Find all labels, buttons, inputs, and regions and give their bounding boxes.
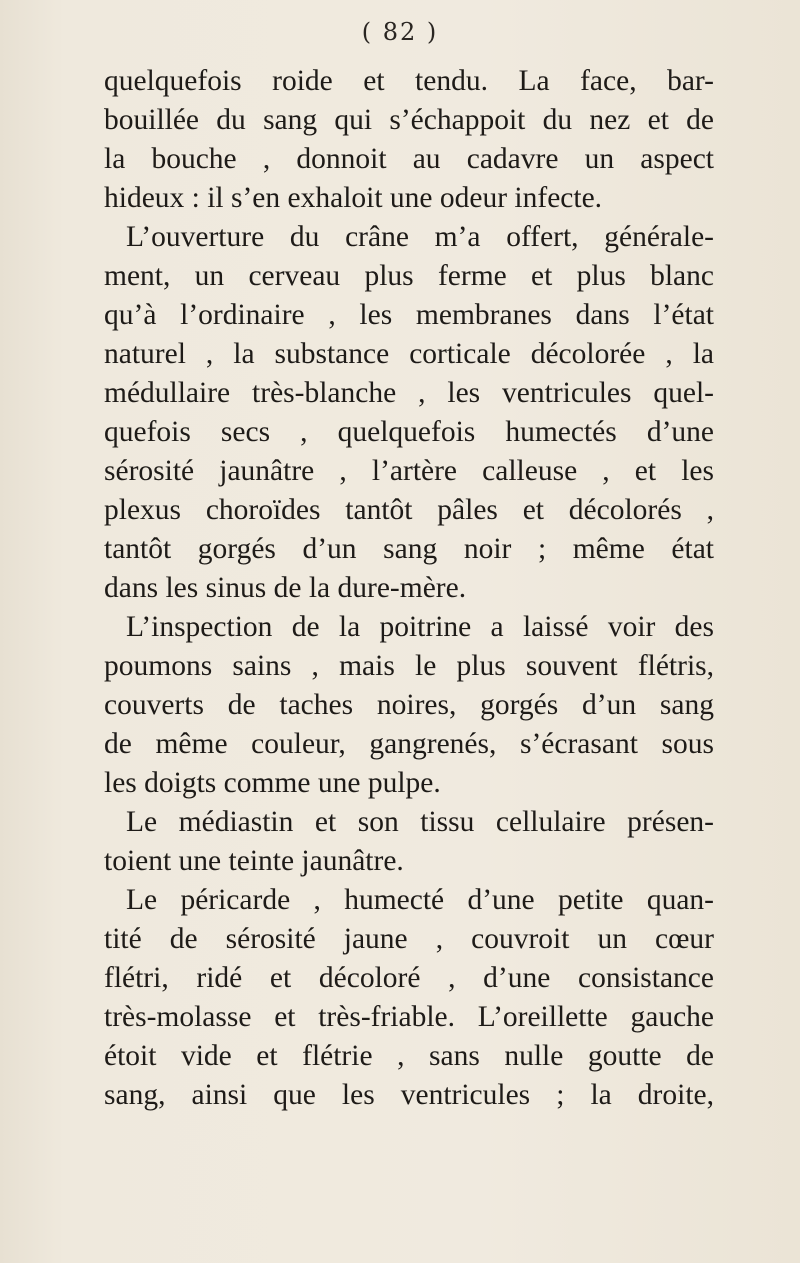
text-line: flétri, ridé et décoloré , d’une consistance [104, 962, 714, 994]
text-line: très-molasse et très-friable. L’oreillette gauche [104, 1001, 714, 1033]
text-line: qu’à l’ordinaire , les membranes dans l’état [104, 299, 714, 331]
text-line: toient une teinte jaunâtre. [104, 845, 404, 877]
text-line: quelquefois roide et tendu. La face, bar- [104, 65, 714, 97]
text-line: dans les sinus de la dure-mère. [104, 572, 467, 604]
text-line: sérosité jaunâtre , l’artère calleuse , et les [104, 455, 714, 487]
text-line: bouillée du sang qui s’échappoit du nez et de [104, 104, 714, 136]
page-number: ( 82 ) [361, 18, 439, 46]
text-line: la bouche , donnoit au cadavre un aspect [104, 143, 714, 175]
text-line: plexus choroïdes tantôt pâles et décolorés , [104, 494, 714, 526]
text-line: L’ouverture du crâne m’a offert, générale- [126, 221, 714, 253]
text-line: étoit vide et flétrie , sans nulle goutte de [104, 1040, 714, 1072]
text-line: hideux : il s’en exhaloit une odeur infecte. [104, 182, 603, 214]
text-line: quefois secs , quelquefois humectés d’une [104, 416, 714, 448]
text-line: L’inspection de la poitrine a laissé voir des [126, 611, 714, 643]
text-line: naturel , la substance corticale décolorée , la [104, 338, 714, 370]
text-line: ment, un cerveau plus ferme et plus blanc [104, 260, 714, 292]
text-line: couverts de taches noires, gorgés d’un sang [104, 689, 714, 721]
text-line: Le péricarde , humecté d’une petite quan- [126, 884, 714, 916]
text-line: médullaire très-blanche , les ventricules quel- [104, 377, 714, 409]
text-line: tantôt gorgés d’un sang noir ; même état [104, 533, 714, 565]
text-line: les doigts comme une pulpe. [104, 767, 441, 799]
text-line: Le médiastin et son tissu cellulaire présen- [126, 806, 714, 838]
body-text [104, 62, 714, 1115]
text-line: poumons sains , mais le plus souvent flétris, [104, 650, 714, 682]
text-line: de même couleur, gangrenés, s’écrasant sous [104, 728, 714, 760]
text-line: sang, ainsi que les ventricules ; la droite, [104, 1079, 714, 1111]
text-line: tité de sérosité jaune , couvroit un cœur [104, 923, 714, 955]
